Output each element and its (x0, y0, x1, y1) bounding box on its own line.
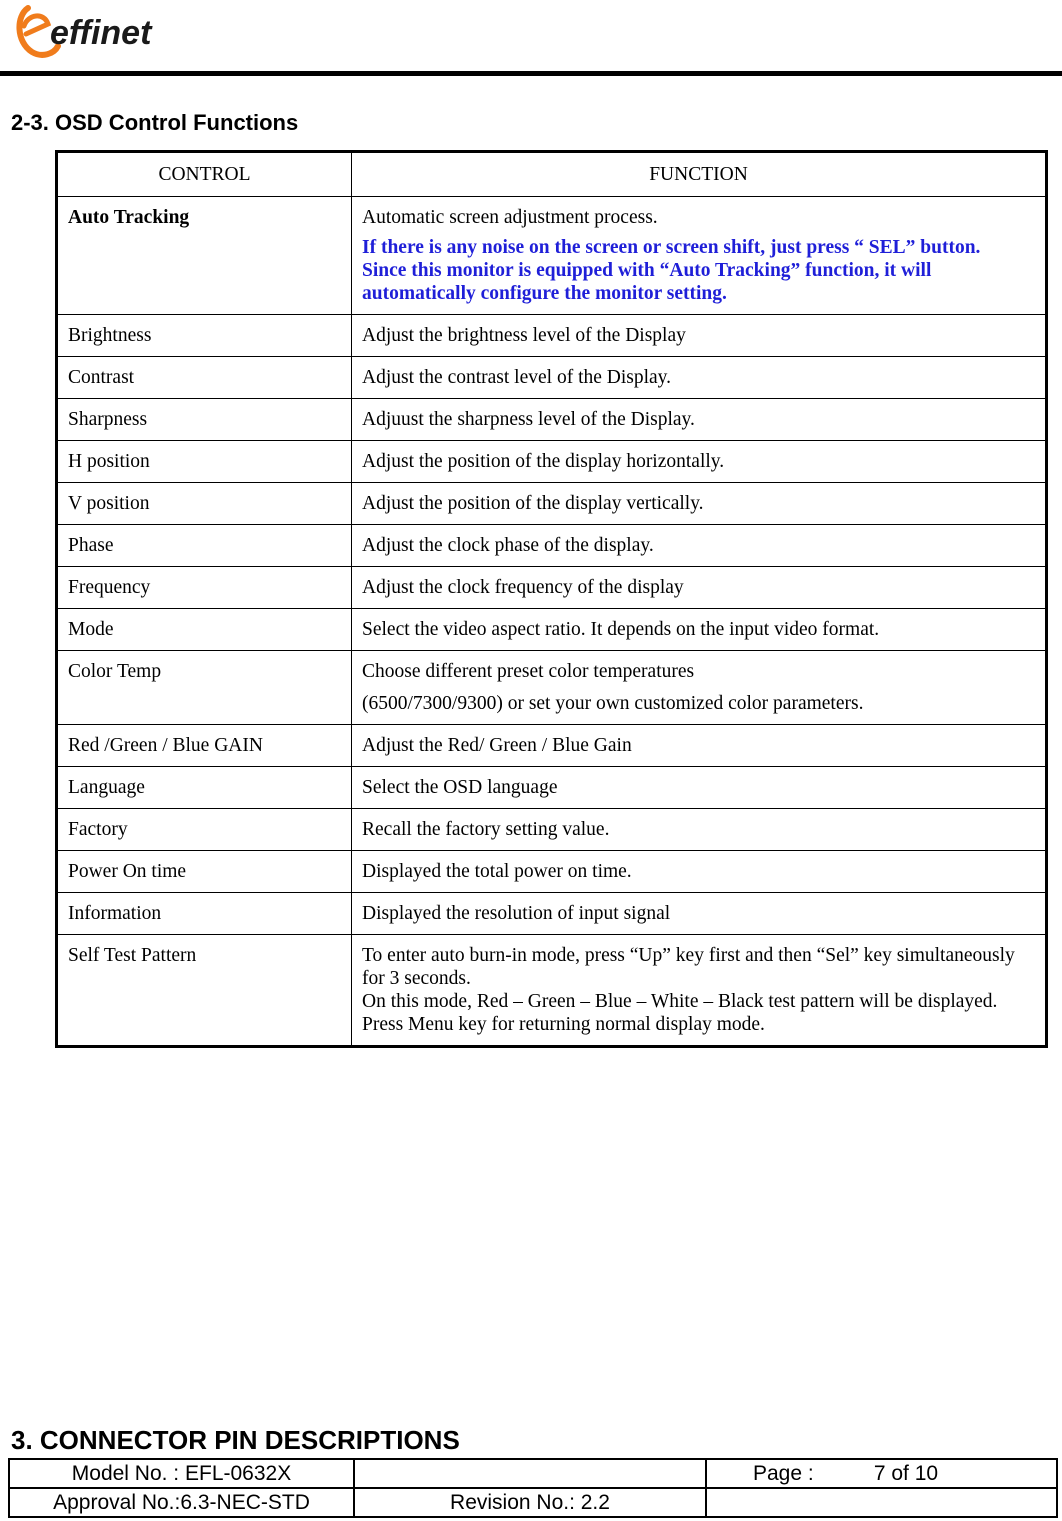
function-line: On this mode, Red – Green – Blue – White – Black test pattern will be displayed. Press Menu key for returning normal display mode. (362, 991, 998, 1035)
function-cell: Adjust the clock frequency of the display (352, 567, 1047, 609)
function-cell: Adjuust the sharpness level of the Display. (352, 399, 1047, 441)
page-cell (706, 1459, 1057, 1488)
function-line: Automatic screen adjustment process. (362, 207, 658, 228)
control-cell: Factory (57, 809, 352, 851)
table-row (57, 893, 1047, 935)
logo-text: effinet (50, 14, 152, 52)
table-row (57, 315, 1047, 357)
footer-row (9, 1488, 1057, 1517)
table-row (57, 441, 1047, 483)
function-cell: Adjust the position of the display vertically. (352, 483, 1047, 525)
control-cell: V position (57, 483, 352, 525)
table-row (57, 851, 1047, 893)
control-cell: Information (57, 893, 352, 935)
control-cell: Mode (57, 609, 352, 651)
control-cell: Contrast (57, 357, 352, 399)
table-row (57, 725, 1047, 767)
table-row (57, 567, 1047, 609)
table-row (57, 767, 1047, 809)
table-row-auto-tracking (57, 197, 1047, 315)
function-cell (352, 935, 1047, 1047)
control-cell: Frequency (57, 567, 352, 609)
control-cell: Sharpness (57, 399, 352, 441)
table-row-self-test (57, 935, 1047, 1047)
osd-control-table (55, 150, 1048, 1048)
function-cell: Select the video aspect ratio. It depends on the input video format. (352, 609, 1047, 651)
section3-title: 3. CONNECTOR PIN DESCRIPTIONS (11, 1425, 460, 1455)
footer-row (9, 1459, 1057, 1488)
revision-number: Revision No.: 2.2 (354, 1488, 706, 1517)
table-row (57, 399, 1047, 441)
function-cell: Adjust the Red/ Green / Blue Gain (352, 725, 1047, 767)
function-cell: Adjust the position of the display horizontally. (352, 441, 1047, 483)
footer-empty-cell (354, 1459, 706, 1488)
function-cell: Displayed the resolution of input signal (352, 893, 1047, 935)
table-row (57, 809, 1047, 851)
auto-tracking-note: If there is any noise on the screen or screen shift, just press “ SEL” button. (362, 237, 981, 258)
model-number: Model No. : EFL-0632X (9, 1459, 354, 1488)
control-cell: Red /Green / Blue GAIN (57, 725, 352, 767)
function-cell: Adjust the brightness level of the Display (352, 315, 1047, 357)
header-control: CONTROL (57, 152, 352, 197)
table-row (57, 483, 1047, 525)
control-cell: Color Temp (57, 651, 352, 725)
control-cell: Language (57, 767, 352, 809)
function-cell: Adjust the contrast level of the Display. (352, 357, 1047, 399)
control-cell: Power On time (57, 851, 352, 893)
effinet-logo (14, 2, 174, 58)
control-cell: H position (57, 441, 352, 483)
control-cell: Phase (57, 525, 352, 567)
header-rule (0, 71, 1062, 76)
function-cell: Select the OSD language (352, 767, 1047, 809)
function-cell: Adjust the clock phase of the display. (352, 525, 1047, 567)
table-row (57, 609, 1047, 651)
section-title: 2-3. OSD Control Functions (11, 110, 299, 135)
control-cell: Auto Tracking (57, 197, 352, 315)
page-label: Page : (753, 1461, 814, 1485)
table-header-row (57, 152, 1047, 197)
table-row-color-temp (57, 651, 1047, 725)
effinet-logo-graphic (14, 2, 174, 58)
function-cell: Recall the factory setting value. (352, 809, 1047, 851)
footer-table (8, 1458, 1058, 1518)
header-function: FUNCTION (352, 152, 1047, 197)
footer-empty-cell (706, 1488, 1057, 1517)
function-line: Choose different preset color temperatures (362, 661, 695, 682)
page-number: 7 of 10 (873, 1461, 939, 1485)
table-row (57, 357, 1047, 399)
control-cell: Brightness (57, 315, 352, 357)
control-cell: Self Test Pattern (57, 935, 352, 1047)
function-cell (352, 651, 1047, 725)
auto-tracking-note: Since this monitor is equipped with “Auto Tracking” function, it will automatically configure the monitor setting. (362, 260, 932, 304)
function-cell: Displayed the total power on time. (352, 851, 1047, 893)
function-line: (6500/7300/9300) or set your own customized color parameters. (362, 693, 864, 714)
table-row (57, 525, 1047, 567)
function-line: To enter auto burn-in mode, press “Up” key first and then “Sel” key simultaneously for 3 seconds. (362, 945, 1015, 989)
function-cell (352, 197, 1047, 315)
approval-number: Approval No.:6.3-NEC-STD (9, 1488, 354, 1517)
